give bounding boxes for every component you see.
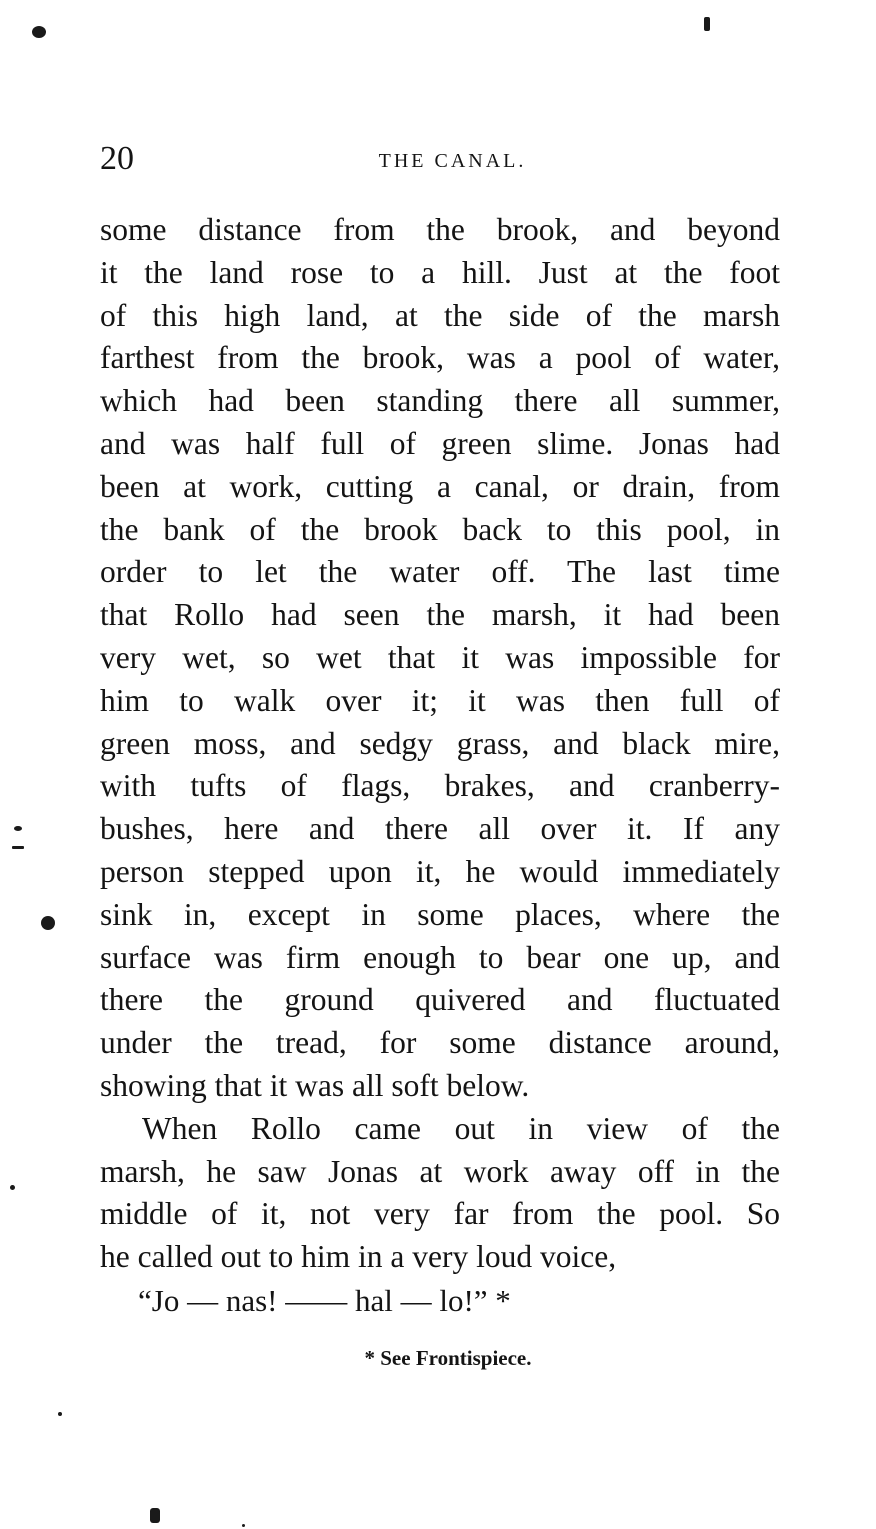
text-line: him to walk over it; it was then full of bbox=[100, 682, 780, 718]
text-line: bushes, here and there all over it. If any bbox=[100, 811, 780, 847]
text-line: that Rollo had seen the marsh, it had been bbox=[100, 597, 780, 633]
text-line: showing that it was all soft below. bbox=[100, 1067, 530, 1103]
text-line: been at work, cutting a canal, or drain, from bbox=[100, 468, 780, 504]
text-line: it the land rose to a hill. Just at the foot bbox=[100, 254, 780, 290]
text-line: he called out to him in a very loud voice, bbox=[100, 1239, 617, 1275]
text-line: there the ground quivered and fluctuated bbox=[100, 982, 780, 1018]
text-line: green moss, and sedgy grass, and black mire, bbox=[100, 725, 780, 761]
ink-speck bbox=[41, 916, 55, 930]
ink-speck bbox=[12, 846, 24, 849]
text-line: farthest from the brook, was a pool of water, bbox=[100, 340, 780, 376]
text-line: person stepped upon it, he would immediately bbox=[100, 853, 780, 889]
ink-speck bbox=[58, 1412, 62, 1416]
text-line: the bank of the brook back to this pool, in bbox=[100, 511, 780, 547]
text-line: very wet, so wet that it was impossible for bbox=[100, 639, 780, 675]
ink-speck bbox=[32, 26, 46, 38]
page-number: 20 bbox=[100, 140, 134, 177]
footnote: * See Frontispiece. bbox=[364, 1346, 532, 1370]
text-line: of this high land, at the side of the marsh bbox=[100, 297, 780, 333]
text-line: middle of it, not very far from the pool. So bbox=[100, 1196, 780, 1232]
ink-speck bbox=[150, 1508, 160, 1523]
ink-speck bbox=[704, 17, 710, 31]
page-header bbox=[100, 140, 780, 180]
ink-speck bbox=[10, 1185, 15, 1190]
body-text bbox=[100, 209, 780, 1279]
text-line: order to let the water off. The last time bbox=[100, 554, 780, 590]
text-line: with tufts of flags, brakes, and cranberry- bbox=[100, 768, 780, 804]
text-line: which had been standing there all summer, bbox=[100, 383, 780, 419]
exclamation-line: “Jo — nas! —— hal — lo!” * bbox=[138, 1283, 511, 1318]
text-line: surface was firm enough to bear one up, and bbox=[100, 939, 780, 975]
running-title: THE CANAL. bbox=[378, 150, 527, 172]
text-line: When Rollo came out in view of the bbox=[142, 1110, 780, 1146]
text-line: some distance from the brook, and beyond bbox=[100, 212, 780, 247]
ink-speck bbox=[242, 1524, 245, 1527]
text-line: under the tread, for some distance around, bbox=[100, 1025, 780, 1061]
text-line: sink in, except in some places, where the bbox=[100, 896, 780, 932]
ink-speck bbox=[14, 826, 22, 831]
text-line: and was half full of green slime. Jonas had bbox=[100, 425, 780, 461]
text-line: marsh, he saw Jonas at work away off in the bbox=[100, 1153, 780, 1189]
